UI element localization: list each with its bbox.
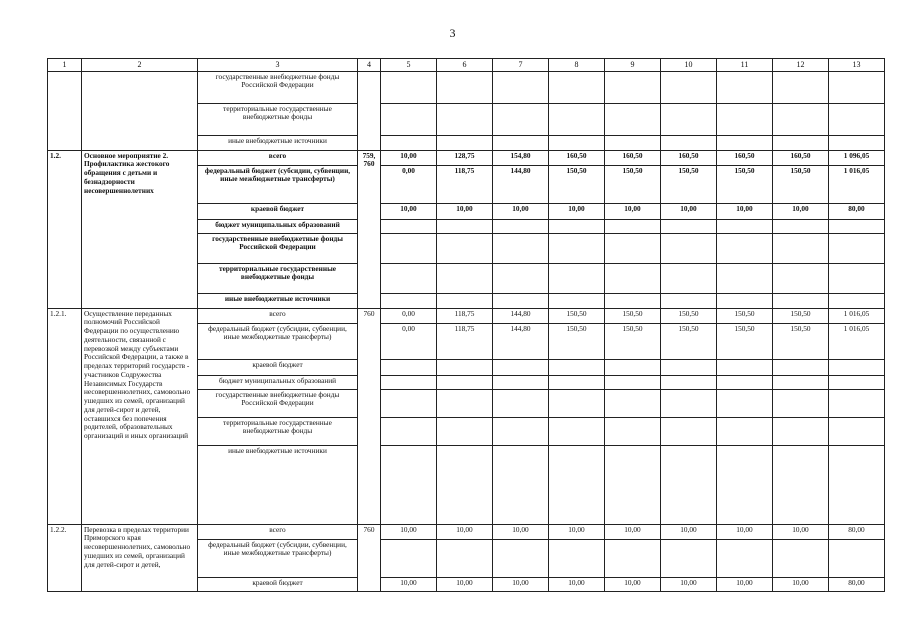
value-cell: 10,00 — [773, 524, 829, 539]
funding-source-cell: всего — [198, 308, 358, 323]
value-cell — [717, 219, 773, 233]
value-cell — [605, 539, 661, 577]
value-cell: 160,50 — [549, 150, 605, 165]
value-cell — [381, 135, 437, 150]
value-cell — [661, 539, 717, 577]
value-cell — [717, 375, 773, 389]
value-cell — [381, 103, 437, 135]
value-cell — [829, 103, 885, 135]
value-cell — [773, 445, 829, 524]
header-cell: 9 — [605, 59, 661, 72]
value-cell — [437, 539, 493, 577]
value-cell: 10,00 — [549, 203, 605, 219]
funding-source-cell: территориальные государственные внебюджетные фонды — [198, 263, 358, 293]
value-cell: 1 016,05 — [829, 165, 885, 203]
value-cell — [549, 293, 605, 308]
value-cell: 144,80 — [493, 165, 549, 203]
value-cell — [437, 417, 493, 445]
value-cell — [773, 135, 829, 150]
value-cell: 118,75 — [437, 308, 493, 323]
value-cell: 10,00 — [773, 203, 829, 219]
value-cell — [437, 359, 493, 375]
value-cell — [773, 359, 829, 375]
value-cell — [773, 71, 829, 103]
value-cell: 10,00 — [437, 577, 493, 591]
value-cell: 160,50 — [717, 150, 773, 165]
value-cell — [493, 359, 549, 375]
header-cell: 2 — [82, 59, 198, 72]
value-cell — [549, 445, 605, 524]
value-cell — [605, 389, 661, 417]
header-cell: 7 — [493, 59, 549, 72]
header-cell: 3 — [198, 59, 358, 72]
value-cell — [773, 375, 829, 389]
value-cell: 10,00 — [605, 577, 661, 591]
value-cell — [549, 219, 605, 233]
row-number-cell: 1.2. — [48, 150, 82, 308]
value-cell: 150,50 — [605, 165, 661, 203]
funding-source-cell: бюджет муниципальных образований — [198, 375, 358, 389]
value-cell — [437, 293, 493, 308]
value-cell — [661, 359, 717, 375]
value-cell — [717, 417, 773, 445]
row-number-cell: 1.2.1. — [48, 308, 82, 524]
header-cell: 5 — [381, 59, 437, 72]
value-cell — [381, 389, 437, 417]
value-cell — [549, 135, 605, 150]
value-cell — [717, 103, 773, 135]
value-cell: 150,50 — [717, 323, 773, 359]
code-cell: 760 — [358, 308, 381, 524]
budget-table — [47, 58, 885, 592]
value-cell — [437, 103, 493, 135]
funding-source-cell: государственные внебюджетные фонды Российской Федерации — [198, 389, 358, 417]
value-cell — [661, 417, 717, 445]
value-cell — [661, 103, 717, 135]
value-cell — [605, 417, 661, 445]
value-cell: 10,00 — [493, 524, 549, 539]
value-cell — [437, 219, 493, 233]
row-number-cell: 1.2.2. — [48, 524, 82, 591]
value-cell — [773, 103, 829, 135]
value-cell — [493, 389, 549, 417]
value-cell: 144,80 — [493, 308, 549, 323]
code-cell: 759, 760 — [358, 150, 381, 308]
value-cell — [773, 233, 829, 263]
value-cell: 0,00 — [381, 323, 437, 359]
value-cell: 10,00 — [605, 203, 661, 219]
funding-source-cell: федеральный бюджет (субсидии, субвенции, иные межбюджетные трансферты) — [198, 165, 358, 203]
value-cell — [549, 359, 605, 375]
value-cell — [381, 375, 437, 389]
funding-source-cell: краевой бюджет — [198, 203, 358, 219]
value-cell: 10,00 — [381, 524, 437, 539]
value-cell — [493, 417, 549, 445]
value-cell — [829, 233, 885, 263]
value-cell — [493, 71, 549, 103]
value-cell — [773, 219, 829, 233]
table-row — [48, 308, 885, 323]
table-row — [48, 150, 885, 165]
value-cell: 10,00 — [437, 203, 493, 219]
value-cell: 80,00 — [829, 524, 885, 539]
value-cell — [381, 219, 437, 233]
value-cell — [437, 263, 493, 293]
value-cell — [549, 389, 605, 417]
value-cell: 118,75 — [437, 323, 493, 359]
value-cell — [381, 71, 437, 103]
activity-name-cell: Основное мероприятие 2. Профилактика жестокого обращения с детьми и безнадзорности несовершеннолетних — [82, 150, 198, 308]
value-cell — [605, 71, 661, 103]
value-cell: 150,50 — [661, 323, 717, 359]
value-cell: 1 016,05 — [829, 308, 885, 323]
header-cell: 6 — [437, 59, 493, 72]
value-cell — [381, 417, 437, 445]
value-cell — [381, 233, 437, 263]
value-cell — [661, 293, 717, 308]
section-1-2-2 — [48, 524, 885, 591]
value-cell — [605, 103, 661, 135]
value-cell — [661, 375, 717, 389]
header-cell: 4 — [358, 59, 381, 72]
value-cell — [829, 389, 885, 417]
value-cell — [549, 539, 605, 577]
value-cell — [717, 445, 773, 524]
value-cell — [493, 293, 549, 308]
value-cell — [493, 445, 549, 524]
funding-source-cell: территориальные государственные внебюджетные фонды — [198, 103, 358, 135]
row-number-cell — [48, 71, 82, 150]
value-cell: 1 096,05 — [829, 150, 885, 165]
funding-source-cell: иные внебюджетные источники — [198, 445, 358, 524]
value-cell — [605, 263, 661, 293]
value-cell: 150,50 — [549, 165, 605, 203]
table-row — [48, 524, 885, 539]
funding-source-cell: краевой бюджет — [198, 359, 358, 375]
value-cell: 10,00 — [605, 524, 661, 539]
value-cell — [717, 233, 773, 263]
value-cell — [829, 359, 885, 375]
value-cell — [717, 389, 773, 417]
value-cell: 10,00 — [717, 203, 773, 219]
value-cell: 150,50 — [717, 165, 773, 203]
value-cell — [493, 375, 549, 389]
value-cell — [717, 263, 773, 293]
value-cell: 150,50 — [605, 308, 661, 323]
header-cell: 8 — [549, 59, 605, 72]
value-cell: 10,00 — [381, 150, 437, 165]
value-cell — [381, 539, 437, 577]
value-cell — [773, 293, 829, 308]
value-cell — [605, 219, 661, 233]
value-cell — [381, 359, 437, 375]
value-cell: 10,00 — [381, 203, 437, 219]
value-cell — [717, 71, 773, 103]
value-cell — [437, 135, 493, 150]
header-cell: 1 — [48, 59, 82, 72]
value-cell — [717, 539, 773, 577]
value-cell: 160,50 — [773, 150, 829, 165]
value-cell — [605, 375, 661, 389]
value-cell — [829, 539, 885, 577]
value-cell: 0,00 — [381, 308, 437, 323]
value-cell: 150,50 — [773, 323, 829, 359]
value-cell: 150,50 — [549, 308, 605, 323]
value-cell — [829, 71, 885, 103]
value-cell: 150,50 — [773, 165, 829, 203]
value-cell: 10,00 — [661, 203, 717, 219]
value-cell: 10,00 — [773, 577, 829, 591]
value-cell — [493, 135, 549, 150]
value-cell — [661, 389, 717, 417]
value-cell — [437, 389, 493, 417]
value-cell: 128,75 — [437, 150, 493, 165]
value-cell — [661, 263, 717, 293]
value-cell — [549, 263, 605, 293]
value-cell: 10,00 — [493, 577, 549, 591]
value-cell: 80,00 — [829, 203, 885, 219]
value-cell: 150,50 — [661, 165, 717, 203]
header-cell: 13 — [829, 59, 885, 72]
value-cell — [773, 389, 829, 417]
value-cell — [773, 417, 829, 445]
value-cell — [381, 293, 437, 308]
value-cell: 150,50 — [549, 323, 605, 359]
value-cell — [549, 71, 605, 103]
value-cell: 150,50 — [661, 308, 717, 323]
activity-name-cell: Перевозка в пределах территории Приморского края несовершеннолетних, самовольно ушедших из семей, организаций для детей-сирот и детей, — [82, 524, 198, 591]
value-cell: 10,00 — [717, 524, 773, 539]
page-number: 3 — [449, 26, 456, 40]
value-cell — [437, 375, 493, 389]
funding-source-cell: государственные внебюджетные фонды Российской Федерации — [198, 233, 358, 263]
continuation-block — [48, 71, 885, 150]
value-cell — [661, 219, 717, 233]
value-cell — [493, 539, 549, 577]
value-cell: 1 016,05 — [829, 323, 885, 359]
value-cell — [493, 219, 549, 233]
value-cell: 150,50 — [717, 308, 773, 323]
funding-source-cell: бюджет муниципальных образований — [198, 219, 358, 233]
value-cell: 0,00 — [381, 165, 437, 203]
value-cell: 150,50 — [773, 308, 829, 323]
funding-source-cell: федеральный бюджет (субсидии, субвенции, иные межбюджетные трансферты) — [198, 539, 358, 577]
code-cell: 760 — [358, 524, 381, 591]
header-row — [48, 59, 885, 72]
value-cell: 10,00 — [717, 577, 773, 591]
activity-name-cell: Осуществление переданных полномочий Российской Федерации по осуществлению деятельности, связанной с перевозкой между субъектами Российской Федерации, а также в пределах территорий государств - участников Содружества Независимых Государств несовершеннолетних, самовольно ушедших из семей, организаций для детей-сирот и детей, оставшихся без попечения родителей, образовательных организаций и иных организаций — [82, 308, 198, 524]
value-cell — [829, 293, 885, 308]
value-cell — [829, 135, 885, 150]
value-cell: 10,00 — [381, 577, 437, 591]
value-cell — [549, 103, 605, 135]
value-cell — [493, 103, 549, 135]
value-cell: 10,00 — [549, 577, 605, 591]
value-cell — [549, 417, 605, 445]
value-cell — [717, 293, 773, 308]
value-cell: 10,00 — [661, 524, 717, 539]
value-cell — [493, 233, 549, 263]
value-cell — [661, 71, 717, 103]
value-cell — [549, 233, 605, 263]
value-cell — [381, 445, 437, 524]
value-cell: 10,00 — [437, 524, 493, 539]
value-cell — [829, 219, 885, 233]
value-cell — [717, 359, 773, 375]
activity-name-cell — [82, 71, 198, 150]
section-1-2-1 — [48, 308, 885, 524]
value-cell — [605, 359, 661, 375]
value-cell: 160,50 — [661, 150, 717, 165]
section-1-2 — [48, 150, 885, 308]
value-cell: 80,00 — [829, 577, 885, 591]
header-cell: 11 — [717, 59, 773, 72]
value-cell — [773, 539, 829, 577]
funding-source-cell: всего — [198, 150, 358, 165]
funding-source-cell: иные внебюджетные источники — [198, 293, 358, 308]
value-cell: 160,50 — [605, 150, 661, 165]
header-cell: 12 — [773, 59, 829, 72]
code-cell — [358, 71, 381, 150]
funding-source-cell: краевой бюджет — [198, 577, 358, 591]
header-cell: 10 — [661, 59, 717, 72]
value-cell — [605, 293, 661, 308]
value-cell — [381, 263, 437, 293]
value-cell: 10,00 — [661, 577, 717, 591]
value-cell — [717, 135, 773, 150]
value-cell — [437, 233, 493, 263]
value-cell: 154,80 — [493, 150, 549, 165]
value-cell — [437, 445, 493, 524]
funding-source-cell: территориальные государственные внебюджетные фонды — [198, 417, 358, 445]
value-cell — [829, 263, 885, 293]
funding-source-cell: иные внебюджетные источники — [198, 135, 358, 150]
value-cell — [829, 445, 885, 524]
value-cell: 10,00 — [549, 524, 605, 539]
funding-source-cell: государственные внебюджетные фонды Российской Федерации — [198, 71, 358, 103]
funding-source-cell: федеральный бюджет (субсидии, субвенции, иные межбюджетные трансферты) — [198, 323, 358, 359]
value-cell: 118,75 — [437, 165, 493, 203]
value-cell — [549, 375, 605, 389]
value-cell — [605, 445, 661, 524]
funding-source-cell: всего — [198, 524, 358, 539]
value-cell — [437, 71, 493, 103]
value-cell — [661, 445, 717, 524]
value-cell — [773, 263, 829, 293]
value-cell — [829, 417, 885, 445]
value-cell — [605, 135, 661, 150]
value-cell: 144,80 — [493, 323, 549, 359]
value-cell — [661, 233, 717, 263]
value-cell — [605, 233, 661, 263]
table-row — [48, 71, 885, 103]
value-cell — [661, 135, 717, 150]
value-cell: 10,00 — [493, 203, 549, 219]
value-cell: 150,50 — [605, 323, 661, 359]
value-cell — [829, 375, 885, 389]
value-cell — [493, 263, 549, 293]
